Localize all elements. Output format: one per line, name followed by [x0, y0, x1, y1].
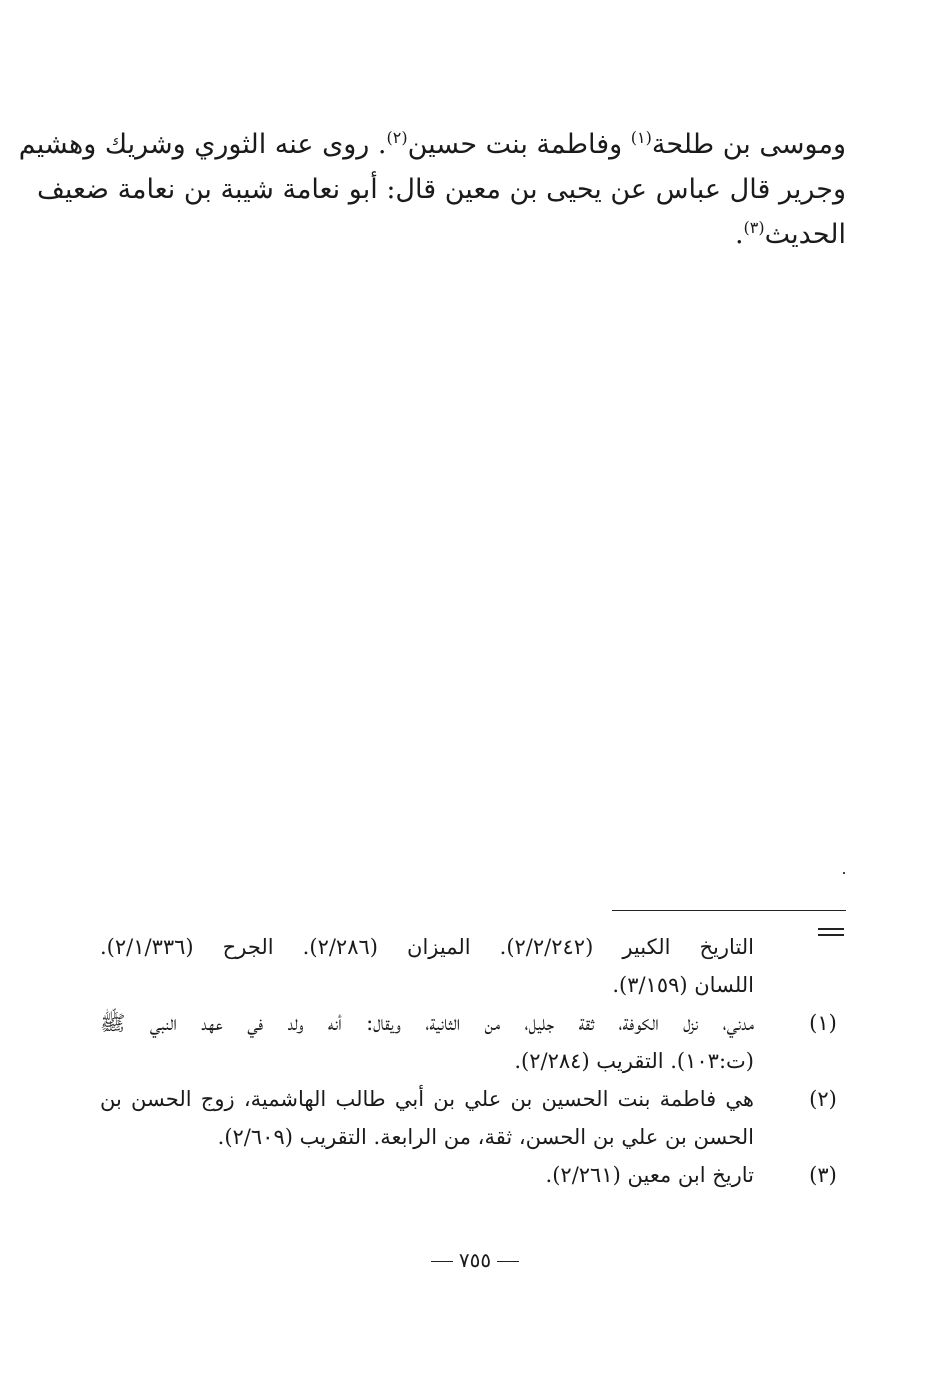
footnote-separator: [612, 910, 846, 911]
footnote-ref-1[interactable]: (١): [630, 128, 652, 147]
main-line-3-end: .: [734, 219, 744, 250]
footnote-2: [100, 1080, 846, 1156]
page-number-dash: [497, 1261, 519, 1262]
page-number-text: ٧٥٥: [458, 1248, 492, 1272]
footnote-number: (٢): [809, 1087, 837, 1111]
main-line-3: [100, 212, 846, 257]
scan-speck: [843, 872, 845, 874]
footnote-line: هي فاطمة بنت الحسين بن علي بن أبي طالب الهاشمية، زوج الحسن بن: [100, 1087, 754, 1111]
footnote-line: مدني، نزل الكوفة، ثقة جليل، من الثانية، ويقال: أنه ولد في عهد النبي ﷺ: [100, 1011, 754, 1035]
footnote-1: [100, 1004, 846, 1080]
page-number-dash: [431, 1261, 453, 1262]
footnote-line: تاريخ ابن معين (٢/٢٦١).: [545, 1163, 754, 1187]
main-text-block: [18, 122, 846, 257]
footnote-number: (٣): [809, 1163, 837, 1187]
main-line-1-end: . روى عنه الثوري وشريك وهشيم: [18, 129, 387, 160]
main-line-1-mid: وفاطمة بنت حسين: [407, 129, 631, 160]
footnote-continued: [100, 928, 846, 1004]
footnote-ref-3[interactable]: (٣): [743, 218, 765, 237]
main-line-1: [18, 122, 846, 167]
footnote-line: اللسان (٣/١٥٩).: [612, 973, 754, 997]
footnote-line: (ت:١٠٣). التقريب (٢/٢٨٤).: [514, 1049, 754, 1073]
footnote-number: (١): [809, 1011, 837, 1035]
footnote-line: الحسن بن علي بن الحسن، ثقة، من الرابعة. التقريب (٢/٦٠٩).: [217, 1125, 754, 1149]
footnote-ref-2[interactable]: (٢): [386, 128, 408, 147]
footnote-line: التاريخ الكبير (٢/٢/٢٤٢). الميزان (٢/٢٨٦). الجرح (٢/١/٣٣٦).: [100, 935, 755, 959]
main-line-1-start: وموسى بن طلحة: [651, 129, 846, 160]
footnote-3: [100, 1156, 846, 1194]
footnotes-block: [100, 928, 846, 1194]
page-number: [0, 1248, 950, 1272]
main-line-2: وجرير قال عباس عن يحيى بن معين قال: أبو نعامة شيبة بن نعامة ضعيف: [36, 174, 846, 205]
main-line-3-start: الحديث: [764, 219, 846, 250]
